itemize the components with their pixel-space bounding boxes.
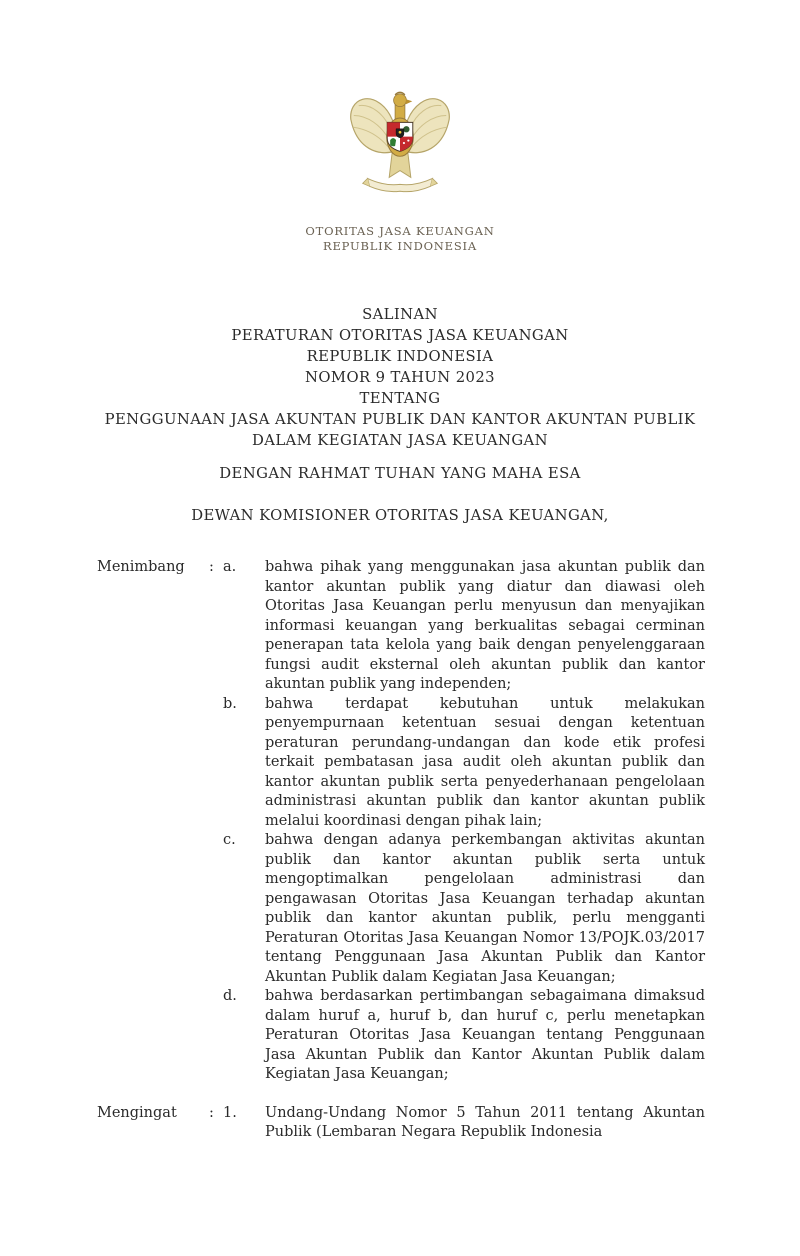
consideration-item-text: bahwa terdapat kebutuhan untuk melakukan penyempurnaan ketentuan sesuai dengan ketentuan peraturan perundang-undangan dan kode etik profesi terkait pembatasan jasa audit oleh akuntan publik dan kantor akuntan publik serta penyederhanaan pengelolaan administrasi akuntan publik dan kantor akuntan publik melalui koordinasi dengan pihak lain; <box>265 695 705 829</box>
consideration-item-marker: c. <box>223 832 236 848</box>
mengingat-label: Mengingat <box>97 1104 177 1121</box>
title-line-republik: REPUBLIK INDONESIA <box>306 348 494 365</box>
regulation-title-block <box>0 304 800 451</box>
considerations-section <box>97 558 705 1085</box>
title-line-nomor: NOMOR 9 TAHUN 2023 <box>305 369 495 386</box>
title-line-peraturan: PERATURAN OTORITAS JASA KEUANGAN <box>231 327 569 344</box>
consideration-item-text: bahwa dengan adanya perkembangan aktivitas akuntan publik dan kantor akuntan publik serta untuk mengoptimalkan pengelolaan administrasi dan pengawasan Otoritas Jasa Keuangan terhadap akuntan publik dan kantor akuntan publik, perlu mengganti Peraturan Otoritas Jasa Keuangan Nomor 13/POJK.03/2017 tentang Penggunaan Jasa Akuntan Publik dan Kantor Akuntan Publik dalam Kegiatan Jasa Keuangan; <box>265 832 705 985</box>
menimbang-colon: : <box>209 559 214 575</box>
consideration-item-text: bahwa berdasarkan pertimbangan sebagaimana dimaksud dalam huruf a, huruf b, dan huruf c, perlu menetapkan Peraturan Otoritas Jasa Keuangan tentang Penggunaan Jasa Akuntan Publik dan Kantor Akuntan Publik dalam Kegiatan Jasa Keuangan; <box>265 988 705 1082</box>
consideration-item-text: bahwa pihak yang menggunakan jasa akuntan publik dan kantor akuntan publik yang diatur dan diawasi oleh Otoritas Jasa Keuangan perlu menyusun dan menyajikan informasi keuangan yang berkualitas sebagai cerminan penerapan tata kelola yang baik dengan penyelenggaraan fungsi audit eksternal oleh akuntan publik dan kantor akuntan publik yang independen; <box>265 559 705 692</box>
menimbang-label: Menimbang <box>97 559 185 575</box>
agency-name-line1: OTORITAS JASA KEUANGAN <box>305 224 495 238</box>
title-line-subject-2: DALAM KEGIATAN JASA KEUANGAN <box>251 432 548 449</box>
letterhead <box>0 0 800 254</box>
legal-basis-item-marker: 1. <box>223 1104 237 1121</box>
authority-line: DEWAN KOMISIONER OTORITAS JASA KEUANGAN, <box>191 507 609 524</box>
title-line-salinan: SALINAN <box>362 306 438 323</box>
consideration-item-marker: d. <box>223 988 237 1004</box>
legal-basis-section <box>97 1104 705 1143</box>
agency-name-line2: REPUBLIK INDONESIA <box>323 239 477 253</box>
mengingat-colon: : <box>209 1104 214 1121</box>
agency-caption <box>0 224 800 254</box>
invocation-line: DENGAN RAHMAT TUHAN YANG MAHA ESA <box>219 465 581 482</box>
consideration-item-marker: b. <box>223 695 237 712</box>
legal-basis-item-text: Undang-Undang Nomor 5 Tahun 2011 tentang Akuntan Publik (Lembaran Negara Republik Indonesia <box>265 1104 705 1140</box>
garuda-pancasila-emblem-icon <box>341 86 459 204</box>
consideration-item-marker: a. <box>223 559 237 575</box>
title-line-subject-1: PENGGUNAAN JASA AKUNTAN PUBLIK DAN KANTOR AKUNTAN PUBLIK <box>104 411 696 428</box>
title-line-tentang: TENTANG <box>359 390 441 407</box>
